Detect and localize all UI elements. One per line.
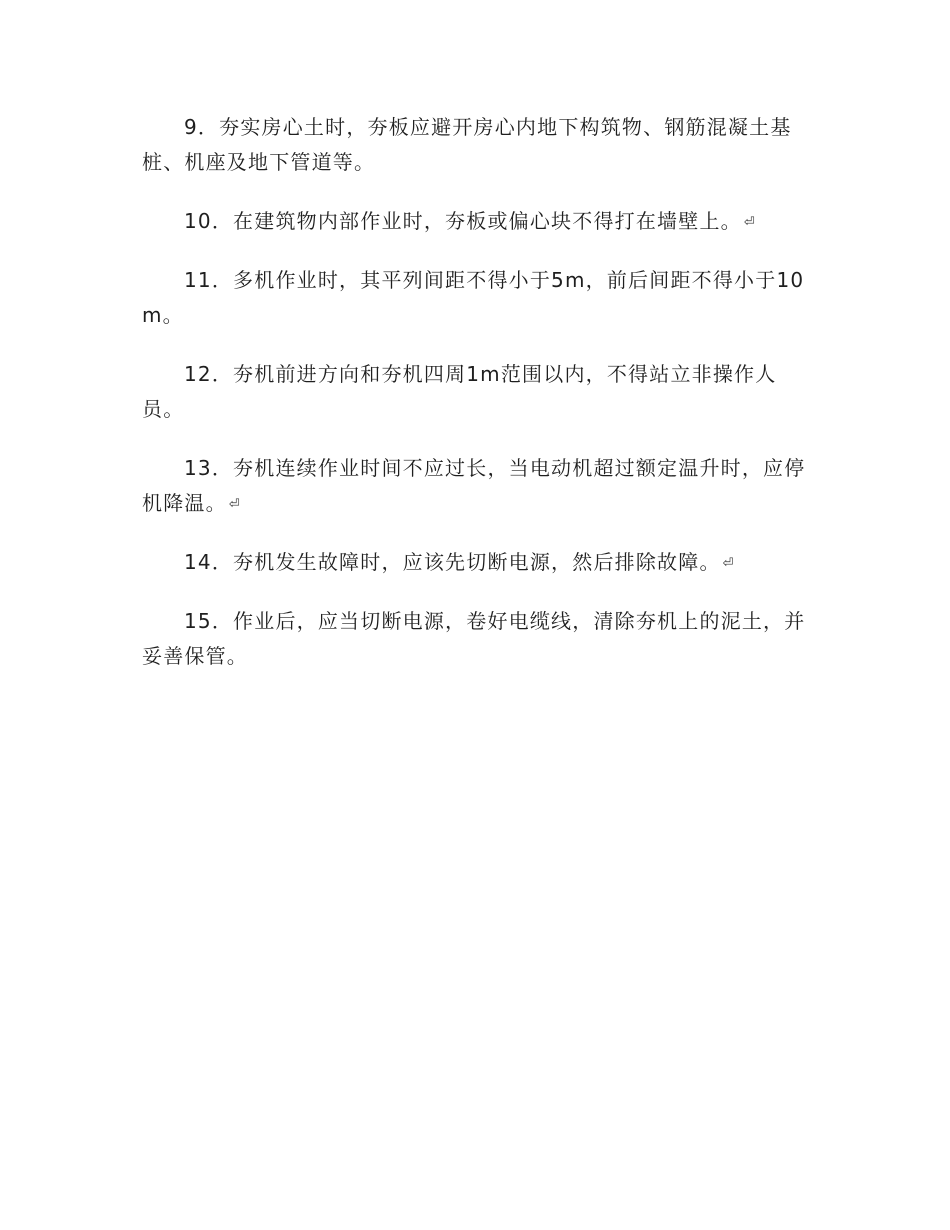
paragraph-text: 9．夯实房心土时，夯板应避开房心内地下构筑物、钢筋混凝土基桩、机座及地下管道等。 <box>142 115 792 174</box>
paragraph-14 <box>142 545 810 581</box>
paragraph-mark-icon: ⏎ <box>722 556 734 571</box>
paragraph-text: 14．夯机发生故障时，应该先切断电源，然后排除故障。 <box>184 550 721 574</box>
paragraph-13 <box>142 451 810 522</box>
paragraph-text: 12．夯机前进方向和夯机四周1m范围以内，不得站立非操作人员。 <box>142 362 777 421</box>
document-body <box>142 110 810 698</box>
paragraph-text: 15．作业后，应当切断电源，卷好电缆线，清除夯机上的泥土，并妥善保管。 <box>142 609 806 668</box>
paragraph-mark-icon: ⏎ <box>743 215 755 230</box>
paragraph-10 <box>142 204 810 240</box>
paragraph-9 <box>142 110 810 181</box>
paragraph-text: 13．夯机连续作业时间不应过长，当电动机超过额定温升时，应停机降温。 <box>142 456 806 515</box>
paragraph-text: 11．多机作业时，其平列间距不得小于5m，前后间距不得小于10m。 <box>142 268 805 327</box>
paragraph-11 <box>142 263 810 334</box>
paragraph-mark-icon: ⏎ <box>228 497 240 512</box>
paragraph-12 <box>142 357 810 428</box>
paragraph-15 <box>142 604 810 675</box>
paragraph-text: 10．在建筑物内部作业时，夯板或偏心块不得打在墙壁上。 <box>184 209 742 233</box>
